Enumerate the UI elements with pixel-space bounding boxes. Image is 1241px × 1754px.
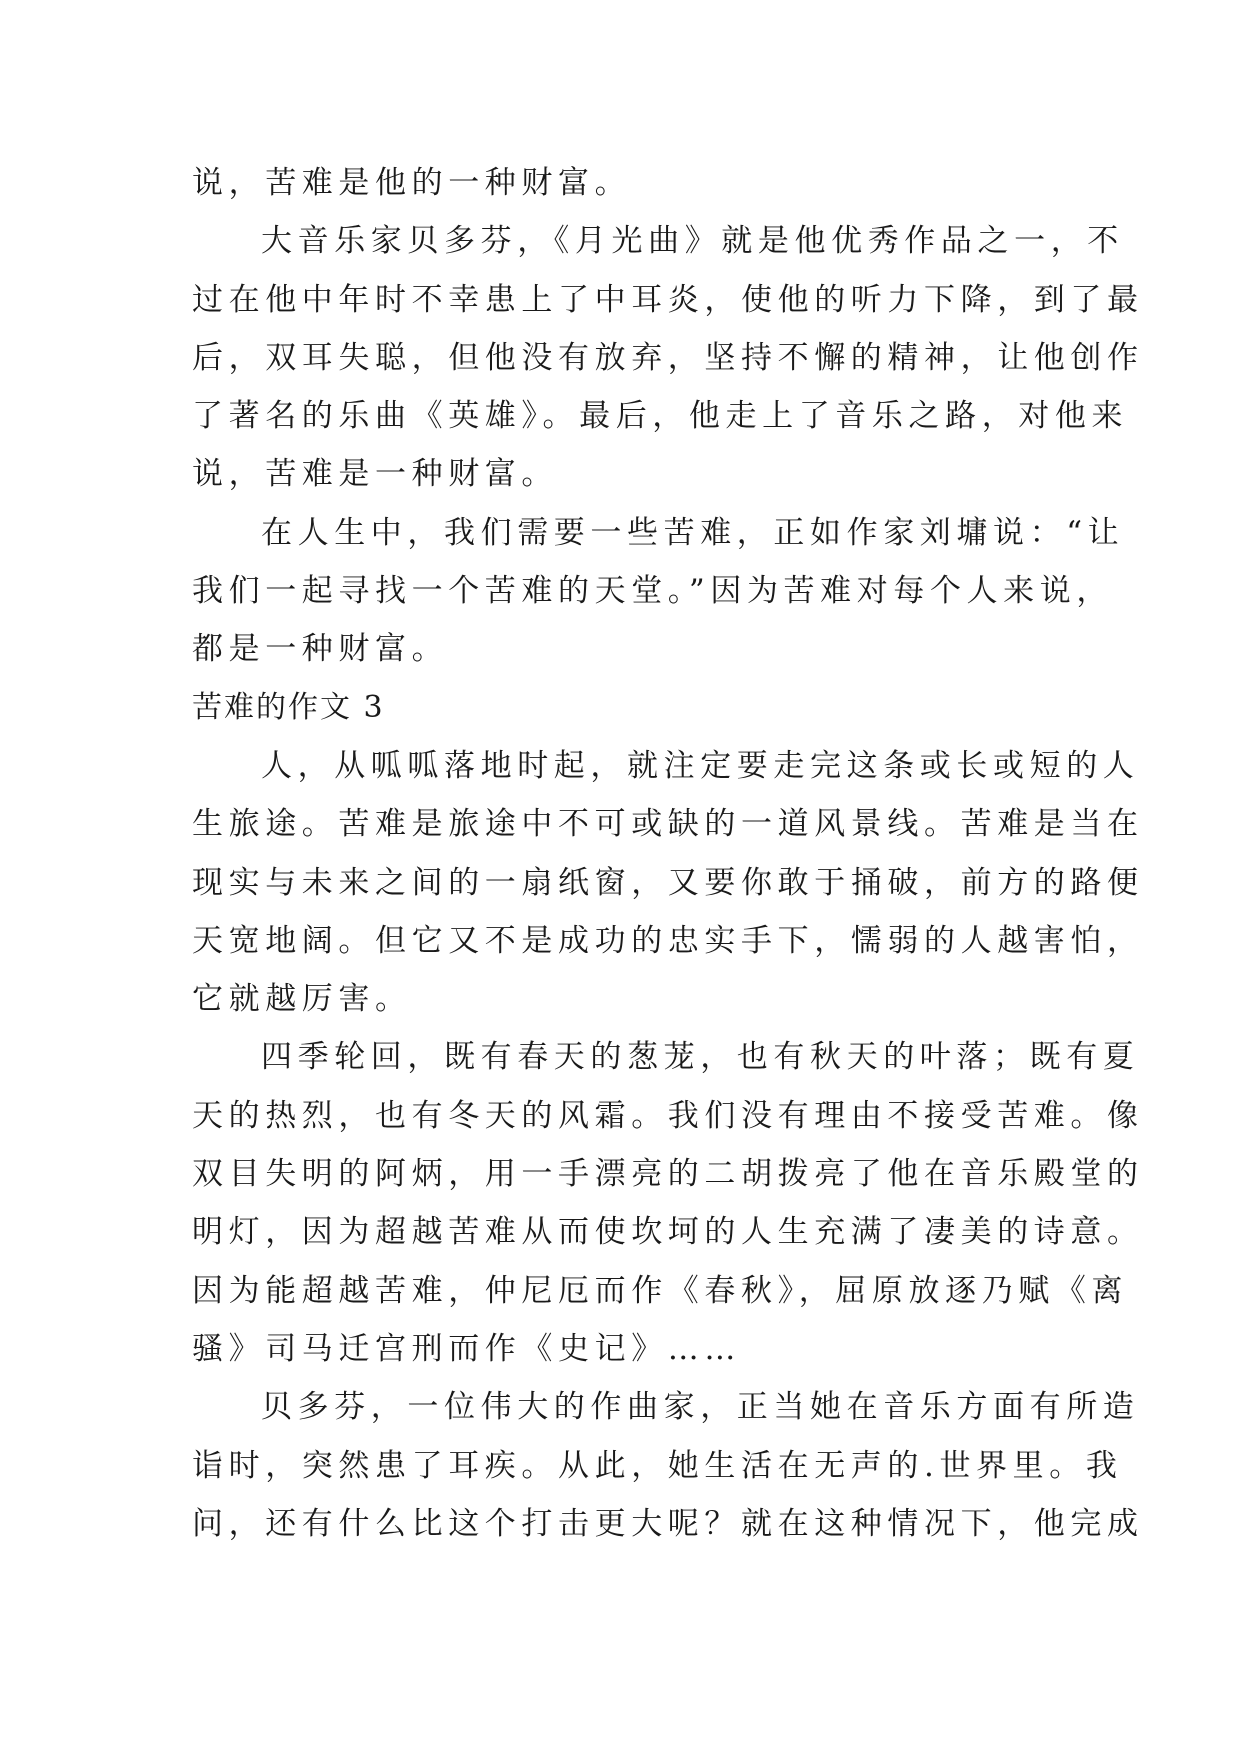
text-line: 都是一种财富。 [192, 631, 449, 668]
text-line: 生旅途。苦难是旅途中不可或缺的一道风景线。苦难是当在 [192, 806, 1144, 843]
text-line: 四季轮回，既有春天的葱茏，也有秋天的叶落；既有夏 [261, 1039, 1140, 1076]
heading-text: 苦难的作文 3 [192, 689, 385, 725]
text-line: 问，还有什么比这个打击更大呢？就在这种情况下，他完成 [192, 1505, 1144, 1542]
text-line: 在人生中，我们需要一些苦难，正如作家刘墉说：“让 [261, 514, 1125, 551]
text-line: 诣时，突然患了耳疾。从此，她生活在无声的.世界里。我 [192, 1447, 1123, 1484]
document-body [192, 154, 1144, 1553]
paragraph [192, 504, 1125, 679]
section-heading [192, 679, 1068, 737]
paragraph [192, 212, 1144, 503]
text-line: 人，从呱呱落地时起，就注定要走完这条或长或短的人 [261, 747, 1140, 784]
text-line: 贝多芬，一位伟大的作曲家，正当她在音乐方面有所造 [261, 1389, 1140, 1426]
text-line: 天宽地阔。但它又不是成功的忠实手下，懦弱的人越害怕， [192, 922, 1144, 959]
text-line: 说，苦难是他的一种财富。 [192, 165, 632, 201]
text-line: 大音乐家贝多芬，《月光曲》就是他优秀作品之一，不 [261, 223, 1124, 260]
text-line: 我们一起寻找一个苦难的天堂。”因为苦难对每个人来说， [192, 573, 1113, 610]
text-line: 后，双耳失聪，但他没有放弃，坚持不懈的精神，让他创作 [192, 339, 1144, 376]
text-line: 明灯，因为超越苦难从而使坎坷的人生充满了凄美的诗意。 [192, 1214, 1144, 1251]
paragraph [192, 1378, 1144, 1553]
text-line: 骚》司马迁宫刑而作《史记》…… [192, 1330, 741, 1367]
text-line: 因为能超越苦难，仲尼厄而作《春秋》，屈原放逐乃赋《离 [192, 1272, 1129, 1309]
text-line: 说，苦难是一种财富。 [192, 456, 558, 493]
text-line: 了著名的乐曲《英雄》。最后，他走上了音乐之路，对他来 [192, 398, 1129, 435]
text-line: 它就越厉害。 [192, 981, 412, 1018]
text-line: 现实与未来之间的一扇纸窗，又要你敢于捅破，前方的路便 [192, 864, 1144, 901]
paragraph-continuation [192, 154, 1068, 212]
paragraph [192, 1028, 1144, 1378]
text-line: 天的热烈，也有冬天的风霜。我们没有理由不接受苦难。像 [192, 1097, 1144, 1134]
text-line: 过在他中年时不幸患上了中耳炎，使他的听力下降，到了最 [192, 281, 1144, 318]
paragraph [192, 737, 1144, 1028]
text-line: 双目失明的阿炳，用一手漂亮的二胡拨亮了他在音乐殿堂的 [192, 1156, 1144, 1193]
